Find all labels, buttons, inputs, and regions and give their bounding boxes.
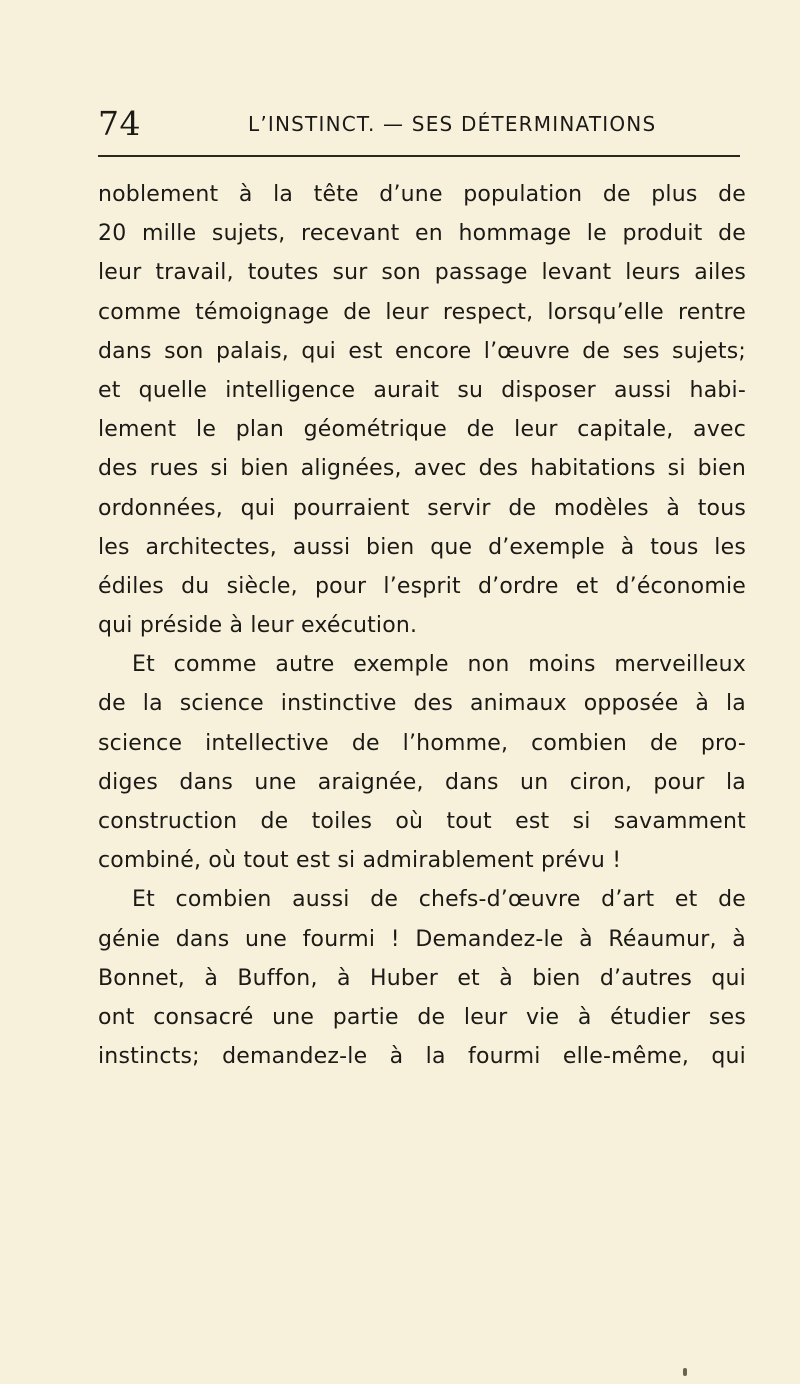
text-line: combiné, où tout est si admirablement prévu ! — [98, 848, 622, 874]
text-line: ont consacré une partie de leur vie à étudier ses — [98, 1004, 746, 1030]
text-line: Bonnet, à Buffon, à Huber et à bien d’autres qui — [98, 965, 746, 991]
text-line: les architectes, aussi bien que d’exemple à tous les — [98, 534, 746, 560]
text-line: des rues si bien alignées, avec des habitations si bien — [98, 456, 746, 482]
body-text — [98, 175, 746, 1076]
print-speck — [683, 1368, 687, 1376]
page-number: 74 — [98, 104, 141, 143]
text-line: noblement à la tête d’une population de plus de — [98, 182, 746, 207]
text-line: science intellective de l’homme, combien de pro- — [98, 730, 746, 756]
text-line: leur travail, toutes sur son passage levant leurs ailes — [98, 260, 746, 286]
header-rule — [98, 155, 740, 157]
text-line: instincts; demandez-le à la fourmi elle-même, qui — [98, 1044, 746, 1070]
text-line: comme témoignage de leur respect, lorsqu’elle rentre — [98, 299, 746, 325]
text-line: construction de toiles où tout est si savamment — [98, 809, 746, 834]
text-line: et quelle intelligence aurait su disposer aussi habi- — [98, 377, 746, 403]
text-line: qui préside à leur exécution. — [98, 613, 418, 639]
text-line: lement le plan géométrique de leur capitale, avec — [98, 417, 746, 443]
text-line: Et comme autre exemple non moins merveilleux — [132, 652, 746, 678]
text-line: dans son palais, qui est encore l’œuvre de ses sujets; — [98, 338, 746, 364]
text-line: 20 mille sujets, recevant en hommage le produit de — [98, 221, 746, 247]
running-title: L’INSTINCT. — SES DÉTERMINATIONS — [248, 112, 657, 136]
text-line: ordonnées, qui pourraient servir de modèles à tous — [98, 495, 746, 521]
running-head — [98, 104, 740, 144]
text-line: génie dans une fourmi ! Demandez-le à Réaumur, à — [98, 926, 746, 952]
text-line: de la science instinctive des animaux opposée à la — [98, 691, 746, 717]
text-line: édiles du siècle, pour l’esprit d’ordre et d’économie — [98, 573, 746, 599]
text-line: Et combien aussi de chefs-d’œuvre d’art et de — [132, 887, 746, 913]
text-line: diges dans une araignée, dans un ciron, pour la — [98, 769, 746, 795]
